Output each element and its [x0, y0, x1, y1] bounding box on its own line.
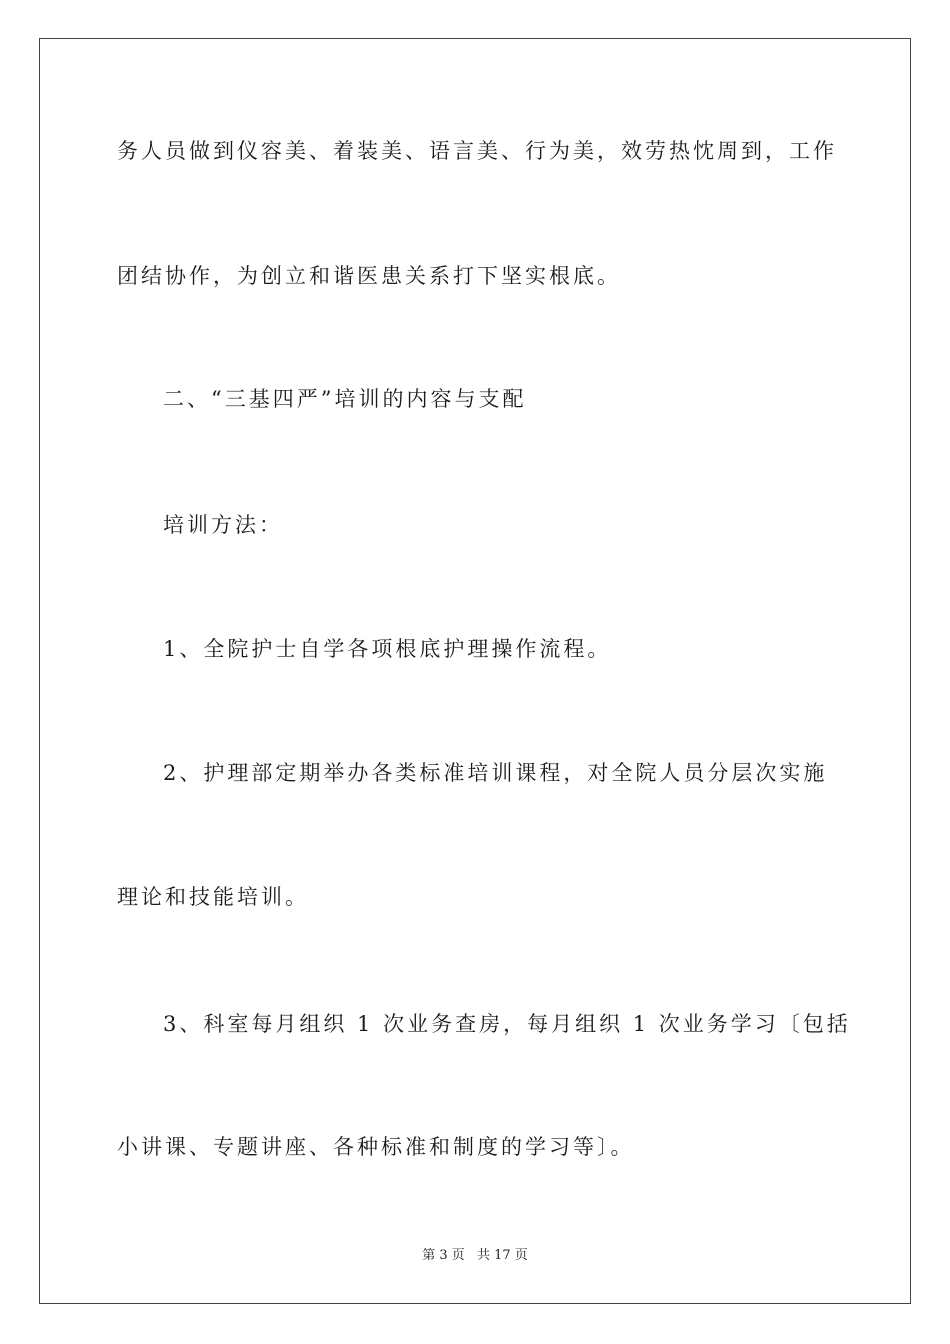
- list-item: 3、科室每月组织 1 次业务查房，每月组织 1 次业务学习〔包括: [163, 1012, 851, 1036]
- list-item-continuation: 理论和技能培训。: [117, 885, 309, 909]
- page-number: 第 3 页: [422, 1248, 465, 1263]
- section-heading: 二、“三基四严”培训的内容与支配: [163, 387, 527, 411]
- body-text-line: 团结协作，为创立和谐医患关系打下坚实根底。: [117, 264, 621, 288]
- list-item: 2、护理部定期举办各类标准培训课程，对全院人员分层次实施: [163, 761, 828, 785]
- subheading: 培训方法：: [163, 513, 283, 537]
- list-item-continuation: 小讲课、专题讲座、各种标准和制度的学习等〕。: [117, 1135, 635, 1159]
- body-text-line: 务人员做到仪容美、着装美、语言美、行为美，效劳热忱周到，工作: [117, 139, 837, 163]
- page-total: 共 17 页: [476, 1248, 528, 1263]
- page-border: [39, 38, 911, 1304]
- list-item: 1、全院护士自学各项根底护理操作流程。: [163, 637, 612, 661]
- page-footer: [0, 1247, 950, 1265]
